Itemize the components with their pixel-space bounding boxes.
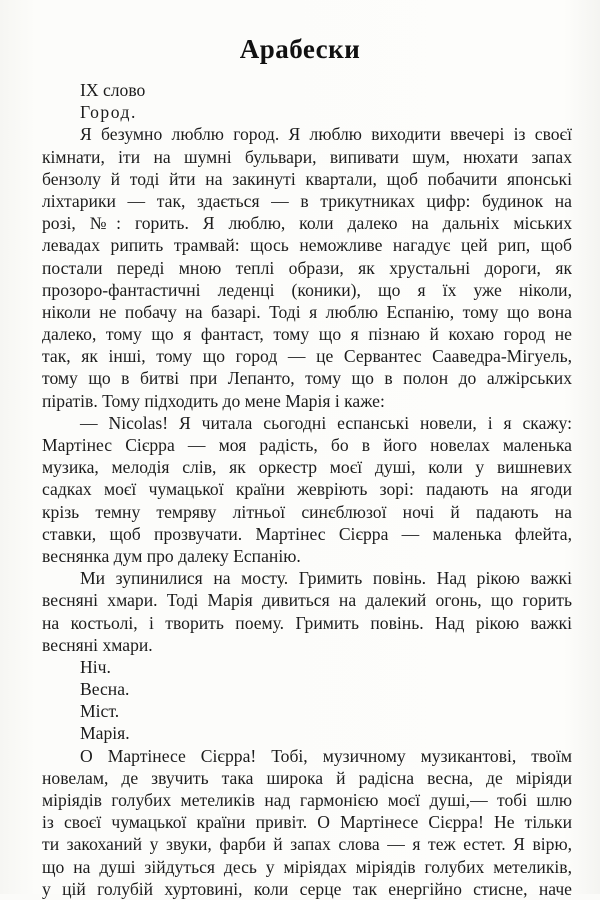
text-line: на костьолі, і творить поему. Гримить повінь. Над рікою важкі <box>42 612 572 633</box>
text-line: так, як інші, тому що город — це Сервантес Сааведра-Мігуель, <box>42 346 572 367</box>
text-line: тому що в битві при Лепанто, тому що в полон до алжірських <box>42 368 572 389</box>
body-text <box>42 79 572 900</box>
text-line: Я безумно люблю город. Я люблю виходити ввечері із своєї <box>80 124 572 145</box>
text-line: — Nicolas! Я читала сьогодні еспанські новели, і я скажу: <box>80 412 572 433</box>
text-line: веснянка дум про далеку Еспанію. <box>42 545 301 566</box>
text-line: прозоро-фантастичні леденці (коники), що я їх уже ніколи, <box>42 279 572 300</box>
text-line: Ми зупинилися на мосту. Гримить повінь. Над рікою важкі <box>80 568 572 589</box>
text-line: О Мартінесе Сієрра! Тобі, музичному музикантові, твоїм <box>80 745 572 766</box>
text-line: Город. <box>80 102 137 123</box>
text-line: розі, №: горить. Я люблю, коли далеко на дальніх міських <box>42 213 572 234</box>
text-line: із своєї чумацької країни привіт. О Мартінесе Сієрра! Не тільки <box>42 812 572 833</box>
text-line: Марія. <box>80 723 130 744</box>
text-line: Весна. <box>80 679 130 700</box>
text-line: новелам, де звучить така широка й радісна весна, де міріяди <box>42 767 572 788</box>
text-line: у цій голубій хуртовині, коли серце так енергійно стисне, наче <box>42 878 572 899</box>
text-line: левадах рипить трамвай: щось неможливе нагадує цей рип, щоб <box>42 235 572 256</box>
text-line: Мартінес Сієрра — моя радість, бо в його новелах маленька <box>42 435 572 455</box>
text-line: кімнати, іти на шумні бульвари, випивати шум, нюхати запах <box>42 146 572 167</box>
text-line: Ніч. <box>80 656 111 677</box>
text-line: бензолу й тоді йти на закинуті квартали, щоб побачити японські <box>42 168 572 189</box>
text-line: садках моєї чумацької країни жевріють зорі: падають на ягоди <box>42 479 572 500</box>
text-line: ніколи не побачу на базарі. Тоді я люблю Еспанію, тому що вона <box>42 301 572 322</box>
text-line: крізь темну темряву літньої синєблюзої ночі й падають на <box>42 501 572 522</box>
text-line: міріядів голубих метеликів над гармонією моєї душі,— тобі шлю <box>42 790 572 810</box>
text-line: музика, мелодія слів, як оркестр моєї душі, коли у вишневих <box>42 457 572 478</box>
text-line: весняні хмари. <box>42 634 153 655</box>
text-line: ти закоханий у звуки, фарби й запах слова — я теж естет. Я вірю, <box>42 834 572 855</box>
text-line: постали переді мною теплі образи, як хрустальні дороги, як <box>42 257 572 278</box>
text-line: ставки, щоб прозвучати. Мартінес Сієрра — маленька флейта, <box>42 523 572 544</box>
text-line: піратів. Тому підходить до мене Марія і каже: <box>42 390 385 411</box>
text-line: що на душі зійдуться десь у міріядах міріядів голубих метеликів, <box>42 856 572 877</box>
text-line: Міст. <box>80 701 120 722</box>
page-title: Арабески <box>239 34 361 64</box>
text-line: далеко, тому що я фантаст, тому що я пізнаю й кохаю город не <box>42 324 572 345</box>
text-line: ліхтарики — так, здається — в трикутниках цифр: будинок на <box>42 190 572 211</box>
text-line: IX слово <box>80 80 146 100</box>
text-line: весняні хмари. Тоді Марія дивиться на далекий огонь, що горить <box>42 590 572 611</box>
